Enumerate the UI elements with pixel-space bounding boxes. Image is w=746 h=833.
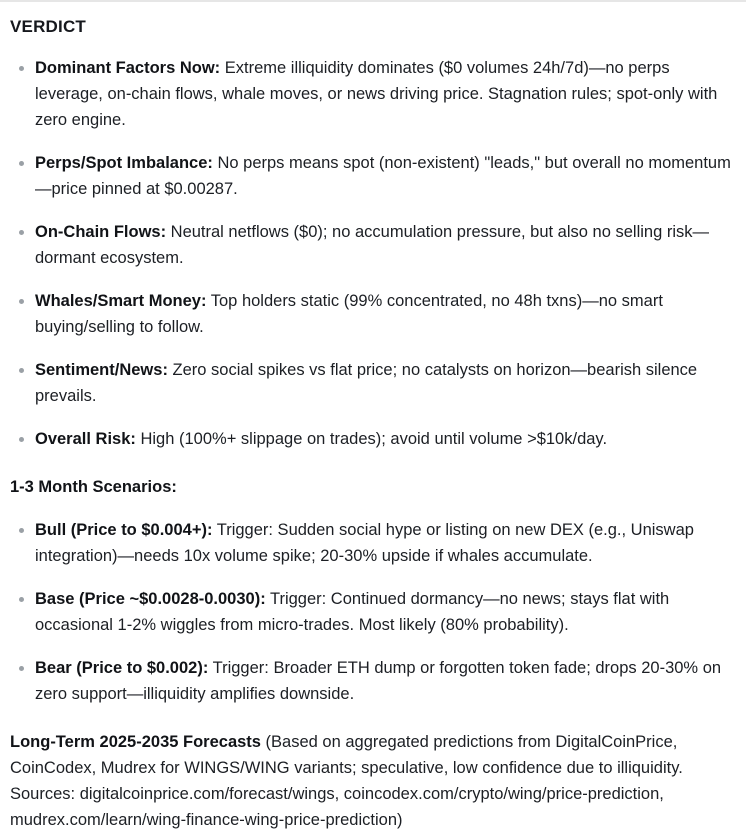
list-item-lead: Overall Risk: <box>35 430 136 448</box>
list-item-body: No perps means spot (non-existent) "leads," but overall no momentum—price pinned at $0.00287. <box>35 154 731 198</box>
list-item-lead: Base (Price ~$0.0028-0.0030): <box>35 590 266 608</box>
list-item-lead: Bear (Price to $0.002): <box>35 659 209 677</box>
list-item-body: Trigger: Sudden social hype or listing on new DEX (e.g., Uniswap integration)—needs 10x volume spike; 20-30% upside if whales accumulate. <box>35 521 694 565</box>
longterm-forecast-body: (Based on aggregated predictions from DigitalCoinPrice, CoinCodex, Mudrex for WINGS/WING variants; speculative, low confidence due to illiquidity. Sources: digitalcoinprice.com/forecast/wings, coincodex.com/crypto/wing/price-prediction, mudrex.com/learn/wing-finance-wing-price-prediction) <box>10 733 683 829</box>
list-item <box>10 150 734 202</box>
list-item-body: Trigger: Continued dormancy—no news; stays flat with occasional 1-2% wiggles from micro-trades. Most likely (80% probability). <box>35 590 670 634</box>
verdict-bullet-list <box>10 55 734 452</box>
page-title: VERDICT <box>10 17 87 36</box>
list-item-lead: Perps/Spot Imbalance: <box>35 154 213 172</box>
scenario-bullet-list <box>10 517 734 707</box>
list-item <box>10 219 734 271</box>
list-item <box>10 288 734 340</box>
list-item-lead: Whales/Smart Money: <box>35 292 207 310</box>
list-item <box>10 586 734 638</box>
list-item <box>10 655 734 707</box>
list-item <box>10 55 734 133</box>
list-item <box>10 517 734 569</box>
longterm-forecast-lead: Long-Term 2025-2035 Forecasts <box>10 733 261 751</box>
list-item-body: Neutral netflows ($0); no accumulation pressure, but also no selling risk—dormant ecosystem. <box>35 223 709 267</box>
list-item-lead: Bull (Price to $0.004+): <box>35 521 213 539</box>
list-item-lead: Sentiment/News: <box>35 361 168 379</box>
list-item-lead: On-Chain Flows: <box>35 223 167 241</box>
list-item-body: Zero social spikes vs flat price; no catalysts on horizon—bearish silence prevails. <box>35 361 698 405</box>
list-item-lead: Dominant Factors Now: <box>35 59 221 77</box>
list-item-body: Extreme illiquidity dominates ($0 volumes 24h/7d)—no perps leverage, on-chain flows, whale moves, or news driving price. Stagnation rules; spot-only with zero engine. <box>35 59 718 129</box>
scenarios-heading: 1-3 Month Scenarios: <box>10 478 177 496</box>
longterm-forecast-paragraph <box>10 729 734 833</box>
list-item <box>10 357 734 409</box>
list-item-body: High (100%+ slippage on trades); avoid until volume >$10k/day. <box>135 430 608 448</box>
list-item-body: Top holders static (99% concentrated, no 48h txns)—no smart buying/selling to follow. <box>35 292 663 336</box>
list-item <box>10 426 734 452</box>
list-item-body: Trigger: Broader ETH dump or forgotten token fade; drops 20-30% on zero support—illiquidity amplifies downside. <box>35 659 722 703</box>
